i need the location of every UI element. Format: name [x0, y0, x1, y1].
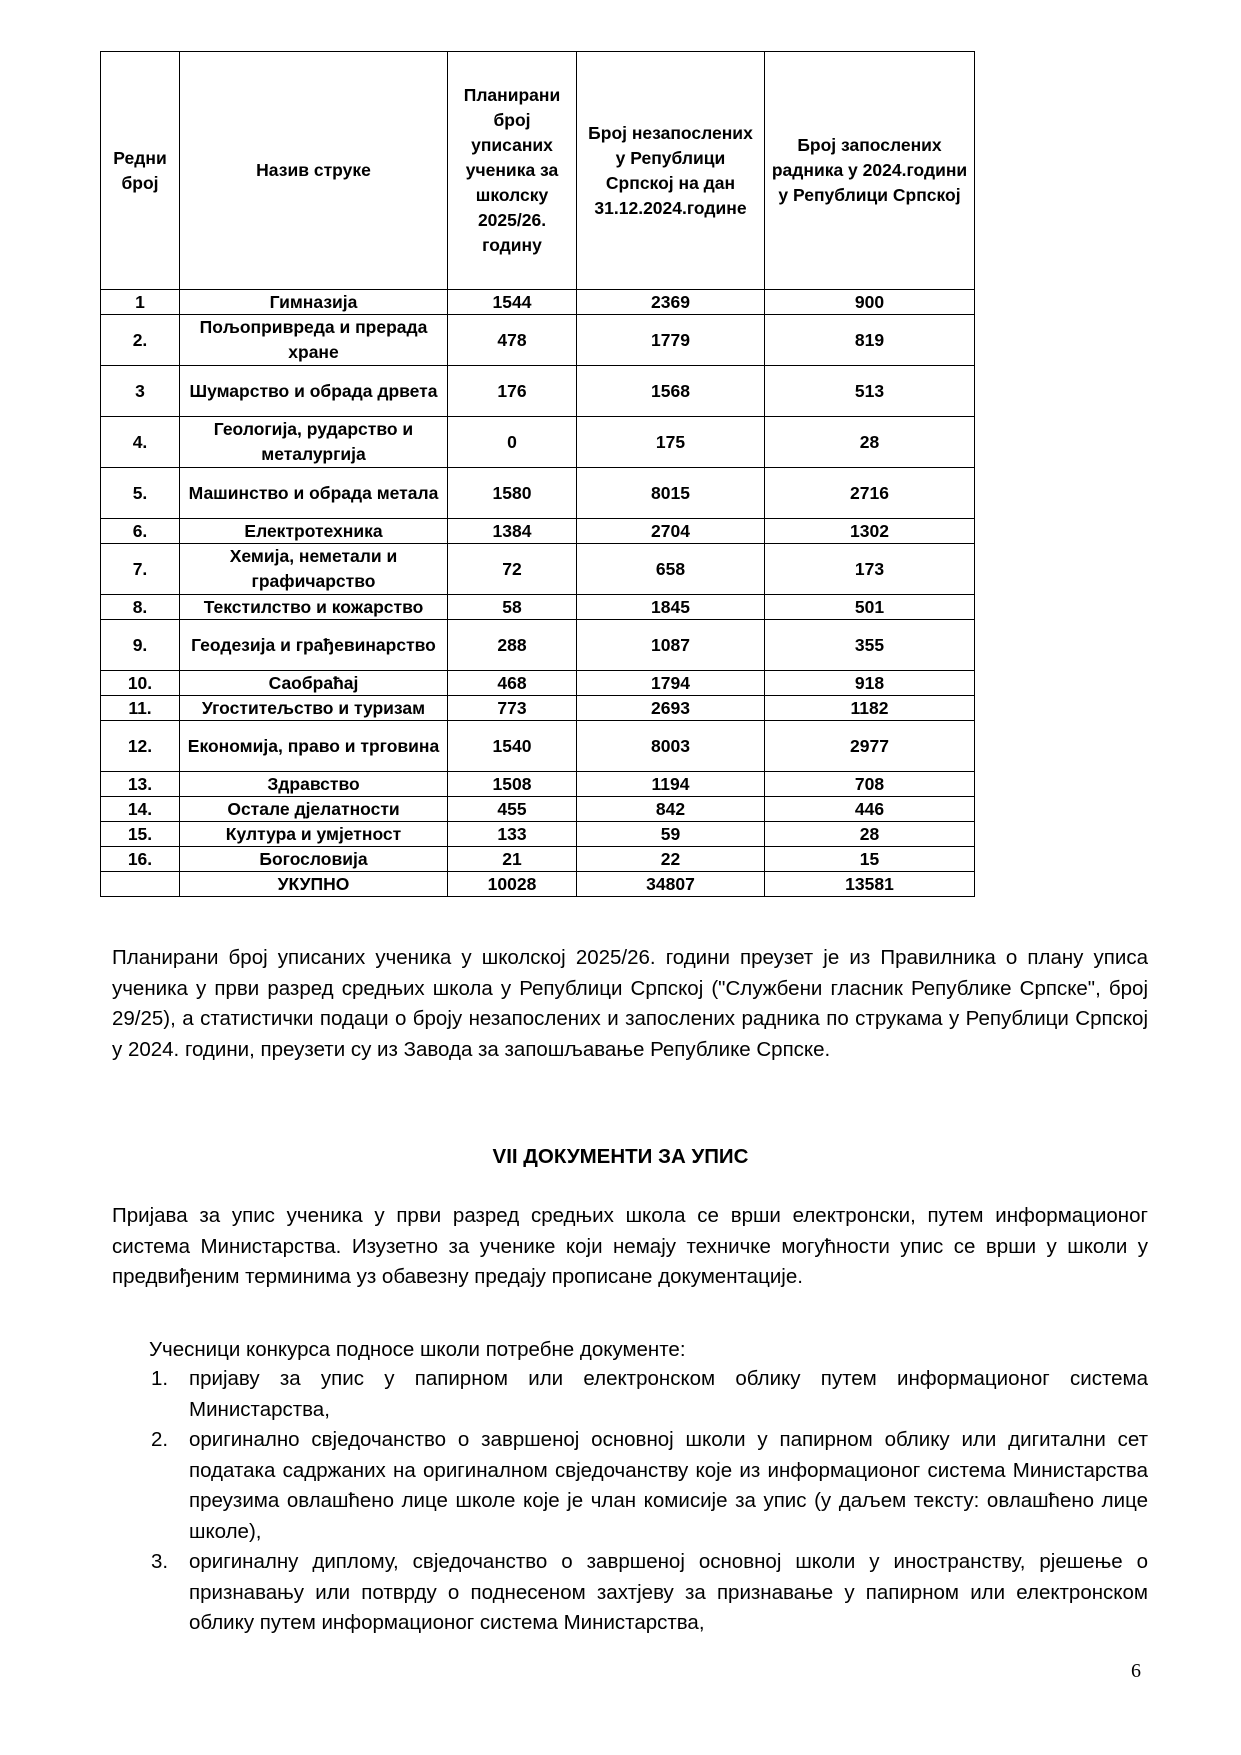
cell-planned: 72 [448, 544, 577, 595]
cell-unemployed: 1194 [577, 772, 765, 797]
cell-unemployed: 22 [577, 847, 765, 872]
cell-unemployed: 1568 [577, 366, 765, 417]
cell-employed: 28 [765, 417, 975, 468]
table-row [101, 468, 975, 519]
cell-profession: Текстилство и кожарство [180, 595, 448, 620]
table-row [101, 417, 975, 468]
application-paragraph: Пријава за упис ученика у први разред средњих школа се врши електронски, путем информационог система Министарства. Изузетно за ученике који немају техничке могућности упис се врши у школи у предвиђеним терминима уз обавезну предају прописане документације. [112, 1204, 1148, 1288]
cell-planned: 455 [448, 797, 577, 822]
cell-profession: Електротехника [180, 519, 448, 544]
cell-employed: 513 [765, 366, 975, 417]
cell-number: 8. [101, 595, 180, 620]
header-row-number: Редни број [101, 52, 180, 290]
cell-unemployed: 8003 [577, 721, 765, 772]
table-row [101, 620, 975, 671]
cell-number: 11. [101, 696, 180, 721]
cell-number: 4. [101, 417, 180, 468]
cell-total-employed: 13581 [765, 872, 975, 897]
cell-planned: 773 [448, 696, 577, 721]
cell-profession: Пољопривреда и прерада хране [180, 315, 448, 366]
cell-unemployed: 842 [577, 797, 765, 822]
cell-employed: 446 [765, 797, 975, 822]
cell-number: 13. [101, 772, 180, 797]
cell-number: 15. [101, 822, 180, 847]
table-row [101, 696, 975, 721]
cell-unemployed: 1794 [577, 671, 765, 696]
cell-unemployed: 1779 [577, 315, 765, 366]
table-body [101, 290, 975, 897]
cell-unemployed: 1087 [577, 620, 765, 671]
source-paragraph: Планирани број уписаних ученика у школској 2025/26. години преузет је из Правилника о плану уписа ученика у први разред средњих школа у Републици Српској ("Службени гласник Републике Српске", број 29/25), а статистички подаци о броју незапослених и запослених радника по струкама у Републици Српској у 2024. години, преузети су из Завода за запошљавање Републике Српске. [112, 946, 1148, 1061]
cell-unemployed: 175 [577, 417, 765, 468]
cell-number: 5. [101, 468, 180, 519]
cell-unemployed: 1845 [577, 595, 765, 620]
cell-employed: 1182 [765, 696, 975, 721]
list-item-number: 2. [151, 1428, 169, 1451]
list-item-text: оригинално свједочанство о завршеној основној школи у папирном облику или дигитални сет података садржаних на оригиналном свједочанству које из информационог система Министарства преузима овлашћено лице школе које је члан комисије за упис (у даљем тексту: овлашћено лице школе), [189, 1428, 1148, 1543]
header-profession: Назив струке [180, 52, 448, 290]
cell-employed: 2977 [765, 721, 975, 772]
list-item-number: 3. [151, 1550, 169, 1573]
cell-employed: 15 [765, 847, 975, 872]
cell-profession: Остале дјелатности [180, 797, 448, 822]
cell-employed: 1302 [765, 519, 975, 544]
cell-profession: Угоститељство и туризам [180, 696, 448, 721]
cell-profession: Гимназија [180, 290, 448, 315]
cell-unemployed: 2693 [577, 696, 765, 721]
cell-unemployed: 59 [577, 822, 765, 847]
cell-total-planned: 10028 [448, 872, 577, 897]
header-unemployed: Број незапослених у Републици Српској на дан 31.12.2024.године [577, 52, 765, 290]
cell-planned: 1540 [448, 721, 577, 772]
list-item-text: пријаву за упис у папирном или електронском облику путем информационог система Министарства, [189, 1367, 1148, 1421]
cell-employed: 28 [765, 822, 975, 847]
table-row [101, 671, 975, 696]
cell-planned: 288 [448, 620, 577, 671]
table-row [101, 772, 975, 797]
table-row [101, 797, 975, 822]
cell-number: 16. [101, 847, 180, 872]
section-heading: VII ДОКУМЕНТИ ЗА УПИС [492, 1145, 749, 1168]
cell-number: 3 [101, 366, 180, 417]
table-row [101, 544, 975, 595]
table-row [101, 822, 975, 847]
cell-planned: 21 [448, 847, 577, 872]
cell-planned: 478 [448, 315, 577, 366]
cell-profession: Богословија [180, 847, 448, 872]
cell-planned: 1544 [448, 290, 577, 315]
table-row [101, 290, 975, 315]
cell-unemployed: 2704 [577, 519, 765, 544]
documents-list [149, 1364, 1148, 1639]
cell-profession: Шумарство и обрада дрвета [180, 366, 448, 417]
page-number: 6 [1131, 1660, 1141, 1682]
cell-planned: 468 [448, 671, 577, 696]
cell-profession: Економија, право и трговина [180, 721, 448, 772]
cell-profession: Здравство [180, 772, 448, 797]
list-item [149, 1364, 1148, 1425]
cell-number: 1 [101, 290, 180, 315]
cell-number-empty [101, 872, 180, 897]
documents-intro: Учесници конкурса подносе школи потребне документе: [149, 1338, 686, 1361]
cell-number: 10. [101, 671, 180, 696]
cell-planned: 1508 [448, 772, 577, 797]
list-item-text: оригиналну диплому, свједочанство о завршеној основној школи у иностранству, рјешење о признавању или потврду о поднесеном захтјеву за признавање у папирном или електронском облику путем информационог система Министарства, [189, 1550, 1148, 1634]
cell-number: 2. [101, 315, 180, 366]
table-header-row [101, 52, 975, 290]
table-row [101, 595, 975, 620]
cell-employed: 918 [765, 671, 975, 696]
cell-employed: 819 [765, 315, 975, 366]
list-item [149, 1547, 1148, 1639]
cell-total-unemployed: 34807 [577, 872, 765, 897]
table-row [101, 315, 975, 366]
cell-employed: 900 [765, 290, 975, 315]
cell-number: 14. [101, 797, 180, 822]
cell-unemployed: 2369 [577, 290, 765, 315]
cell-profession: Геологија, рударство и металургија [180, 417, 448, 468]
cell-employed: 355 [765, 620, 975, 671]
cell-number: 12. [101, 721, 180, 772]
table-row [101, 721, 975, 772]
cell-planned: 58 [448, 595, 577, 620]
table-row [101, 519, 975, 544]
list-item-number: 1. [151, 1367, 169, 1390]
table-total-row [101, 872, 975, 897]
header-planned-students: Планирани број уписаних ученика за школску 2025/26. годину [448, 52, 577, 290]
cell-number: 7. [101, 544, 180, 595]
cell-unemployed: 8015 [577, 468, 765, 519]
header-employed: Број запослених радника у 2024.години у Републици Српској [765, 52, 975, 290]
cell-planned: 133 [448, 822, 577, 847]
cell-planned: 176 [448, 366, 577, 417]
table-row [101, 366, 975, 417]
statistics-table [100, 51, 975, 897]
cell-profession: Машинство и обрада метала [180, 468, 448, 519]
cell-planned: 1384 [448, 519, 577, 544]
cell-total-label: УКУПНО [180, 872, 448, 897]
cell-planned: 0 [448, 417, 577, 468]
cell-profession: Хемија, неметали и графичарство [180, 544, 448, 595]
cell-employed: 173 [765, 544, 975, 595]
cell-unemployed: 658 [577, 544, 765, 595]
cell-planned: 1580 [448, 468, 577, 519]
cell-profession: Култура и умјетност [180, 822, 448, 847]
cell-employed: 2716 [765, 468, 975, 519]
table-row [101, 847, 975, 872]
cell-employed: 501 [765, 595, 975, 620]
cell-number: 9. [101, 620, 180, 671]
list-item [149, 1425, 1148, 1547]
cell-profession: Геодезија и грађевинарство [180, 620, 448, 671]
cell-number: 6. [101, 519, 180, 544]
cell-employed: 708 [765, 772, 975, 797]
cell-profession: Саобраћај [180, 671, 448, 696]
